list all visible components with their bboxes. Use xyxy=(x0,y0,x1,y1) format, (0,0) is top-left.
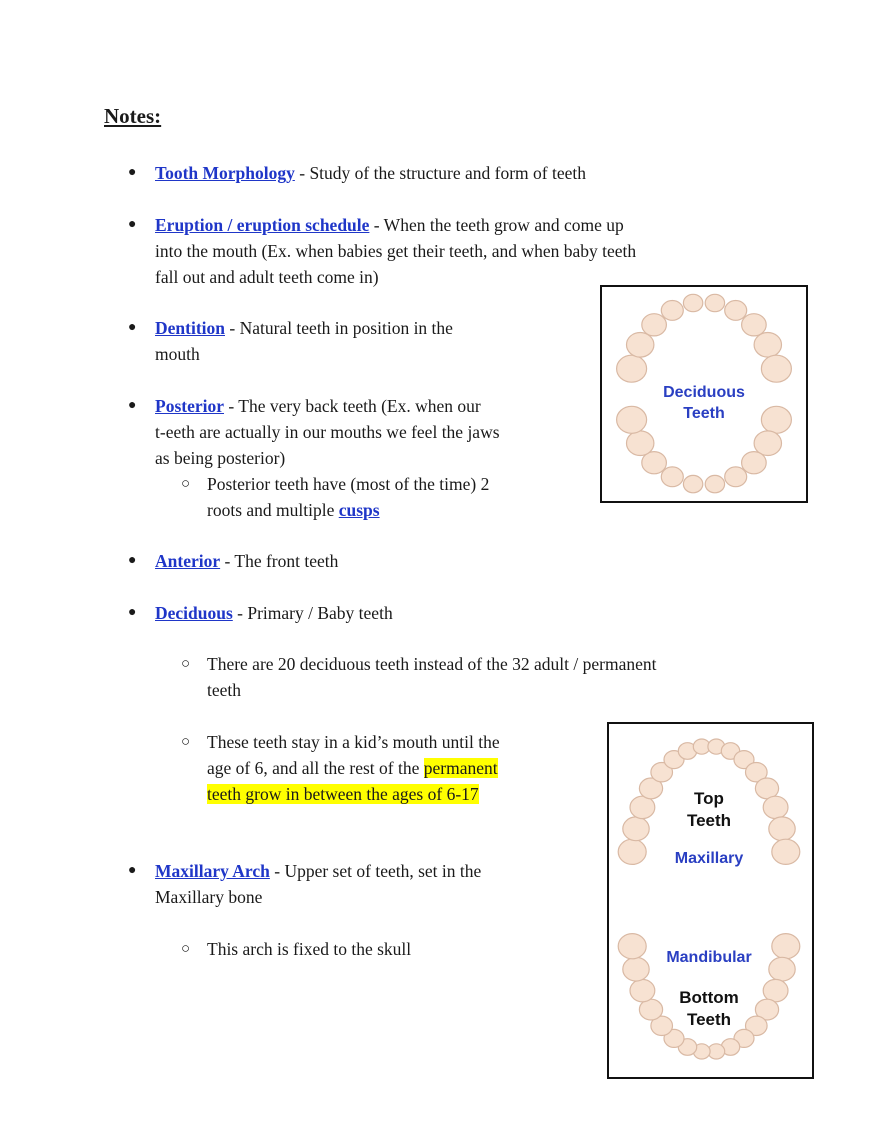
item-posterior xyxy=(155,393,500,471)
tooth-icon xyxy=(754,333,781,358)
tooth-icon xyxy=(761,406,791,433)
tooth-icon xyxy=(725,301,747,321)
deciduous-label-line2: Teeth xyxy=(683,405,725,422)
term-cusps-link[interactable]: cusps xyxy=(338,500,380,520)
item-anterior xyxy=(155,548,338,574)
tooth-icon xyxy=(623,817,649,841)
bottom-label-line2: Teeth xyxy=(686,1010,732,1029)
eruption-desc-line2: into the mouth (Ex. when babies get their teeth, and when baby teeth xyxy=(155,241,637,261)
bullet-icon: ● xyxy=(128,553,137,568)
tooth-icon xyxy=(683,475,702,492)
term-maxillary-arch-link[interactable]: Maxillary Arch xyxy=(155,861,270,881)
circle-bullet-icon: ○ xyxy=(181,476,191,492)
tooth-icon xyxy=(630,796,655,818)
anterior-desc: - The front teeth xyxy=(220,551,339,571)
maxillary-sub-item xyxy=(207,936,411,962)
highlighted-text: teeth grow in between the ages of 6-17 xyxy=(207,784,479,804)
tooth-icon xyxy=(618,934,646,959)
posterior-desc-line3: as being posterior) xyxy=(155,448,286,468)
deciduous-sub1-line2: teeth xyxy=(207,680,242,700)
dentition-desc-line1: - Natural teeth in position in the xyxy=(225,318,453,338)
deciduous-arch-diagram xyxy=(602,287,805,500)
deciduous-desc: - Primary / Baby teeth xyxy=(232,603,393,623)
tooth-icon xyxy=(742,452,767,474)
posterior-sub-item xyxy=(207,471,489,523)
maxillary-sub-line1: This arch is fixed to the skull xyxy=(207,939,412,959)
maxillary-desc-line2: Maxillary bone xyxy=(155,887,263,907)
tooth-icon xyxy=(763,796,788,818)
bullet-icon: ● xyxy=(128,863,137,878)
term-posterior-link[interactable]: Posterior xyxy=(155,396,224,416)
tooth-morphology-desc: - Study of the structure and form of teeth xyxy=(294,163,586,183)
tooth-icon xyxy=(761,355,791,382)
deciduous-sub-item-1 xyxy=(207,651,657,703)
term-anterior-link[interactable]: Anterior xyxy=(155,551,221,571)
tooth-icon xyxy=(623,957,649,981)
top-label-line1: Top xyxy=(694,789,724,808)
tooth-icon xyxy=(742,314,767,336)
deciduous-teeth-figure xyxy=(600,285,808,503)
eruption-desc-line1: - When the teeth grow and come up xyxy=(369,215,624,235)
tooth-icon xyxy=(763,979,788,1001)
tooth-icon xyxy=(683,294,702,311)
tooth-icon xyxy=(705,475,724,492)
item-maxillary-arch xyxy=(155,858,481,910)
tooth-icon xyxy=(769,957,795,981)
tooth-icon xyxy=(627,333,654,358)
deciduous-label-line1: Deciduous xyxy=(663,384,745,401)
tooth-icon xyxy=(627,431,654,456)
tooth-icon xyxy=(705,294,724,311)
posterior-desc-line1: - The very back teeth (Ex. when our xyxy=(224,396,481,416)
tooth-icon xyxy=(617,406,647,433)
item-deciduous xyxy=(155,600,393,626)
term-dentition-link[interactable]: Dentition xyxy=(155,318,225,338)
permanent-teeth-figure xyxy=(607,722,814,1079)
tooth-icon xyxy=(769,817,795,841)
maxillary-label: Maxillary xyxy=(674,850,744,867)
top-label-line2: Teeth xyxy=(686,811,732,830)
bullet-icon: ● xyxy=(128,605,137,620)
item-eruption xyxy=(155,212,636,290)
mandibular-label: Mandibular xyxy=(666,949,752,966)
circle-bullet-icon: ○ xyxy=(181,734,191,750)
circle-bullet-icon: ○ xyxy=(181,941,191,957)
item-tooth-morphology xyxy=(155,160,586,186)
deciduous-sub2-line1: These teeth stay in a kid’s mouth until the xyxy=(207,732,500,752)
highlighted-text: permanent xyxy=(423,758,498,778)
bullet-icon: ● xyxy=(128,398,137,413)
term-tooth-morphology-link[interactable]: Tooth Morphology xyxy=(155,163,295,183)
page-heading: Notes: xyxy=(104,104,162,128)
tooth-icon xyxy=(661,301,683,321)
tooth-icon xyxy=(642,314,667,336)
bullet-icon: ● xyxy=(128,165,137,180)
posterior-sub-line1: Posterior teeth have (most of the time) 2 xyxy=(207,474,490,494)
tooth-icon xyxy=(725,467,747,487)
deciduous-sub1-line1: There are 20 deciduous teeth instead of the 32 adult / permanent xyxy=(207,654,657,674)
term-deciduous-link[interactable]: Deciduous xyxy=(155,603,233,623)
tooth-icon xyxy=(772,839,800,864)
tooth-icon xyxy=(630,979,655,1001)
dentition-desc-line2: mouth xyxy=(155,344,200,364)
tooth-icon xyxy=(661,467,683,487)
posterior-sub-line2: roots and multiple xyxy=(207,500,339,520)
bullet-icon: ● xyxy=(128,217,137,232)
eruption-desc-line3: fall out and adult teeth come in) xyxy=(155,267,379,287)
tooth-icon xyxy=(618,839,646,864)
deciduous-sub-item-2 xyxy=(207,729,500,807)
bullet-icon: ● xyxy=(128,320,137,335)
maxillary-desc-line1: - Upper set of teeth, set in the xyxy=(269,861,482,881)
tooth-icon xyxy=(617,355,647,382)
term-eruption-link[interactable]: Eruption / eruption schedule xyxy=(155,215,370,235)
bottom-label-line1: Bottom xyxy=(679,988,739,1007)
posterior-desc-line2: t-eeth are actually in our mouths we feel the jaws xyxy=(155,422,500,442)
permanent-arches-diagram xyxy=(609,724,811,1076)
circle-bullet-icon: ○ xyxy=(181,656,191,672)
item-dentition xyxy=(155,315,453,367)
tooth-icon xyxy=(772,934,800,959)
deciduous-sub2-line2: age of 6, and all the rest of the xyxy=(207,758,424,778)
